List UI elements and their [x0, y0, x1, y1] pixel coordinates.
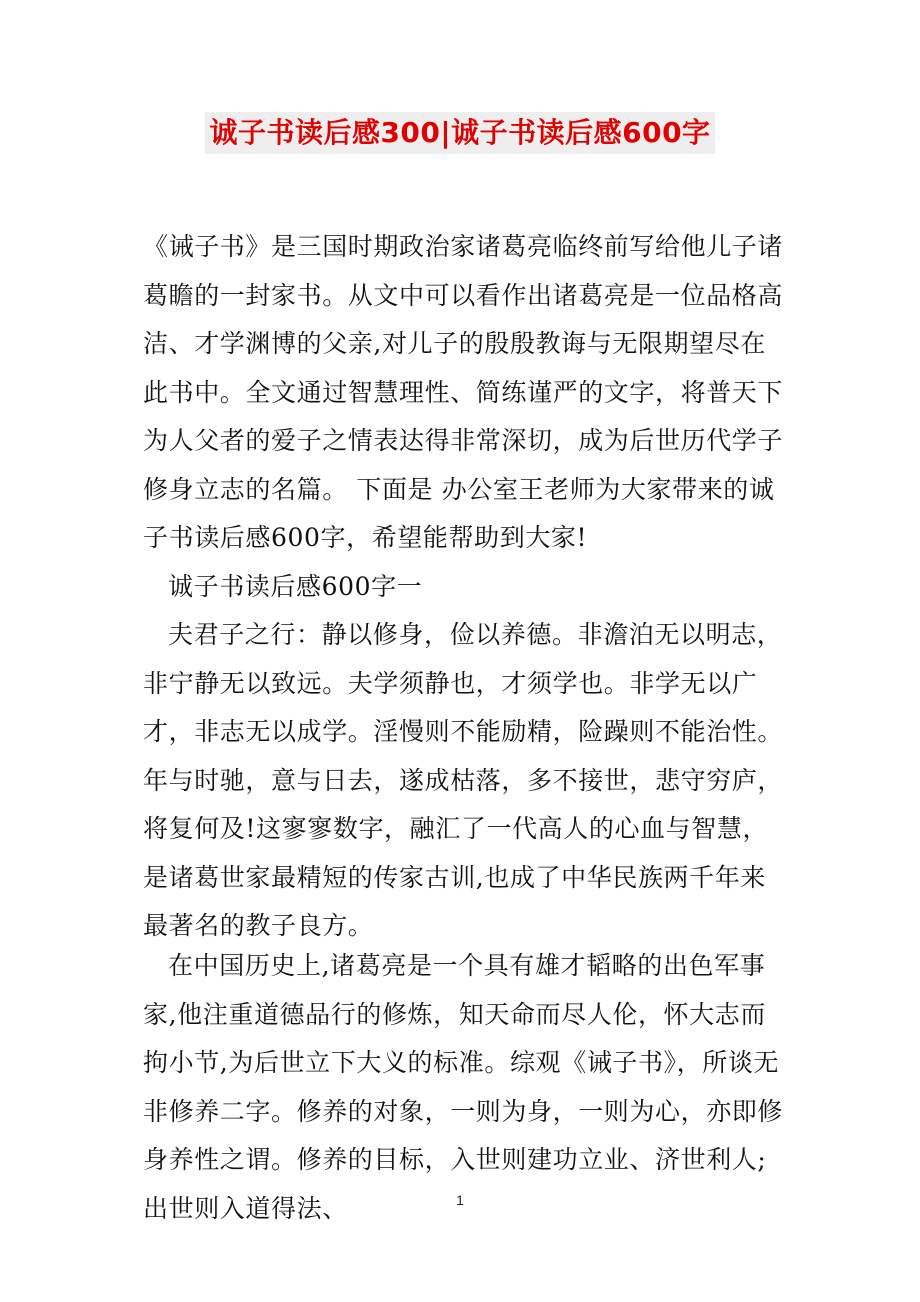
- page-number: 1: [456, 1192, 464, 1208]
- paragraph-history: 在中国历史上,诸葛亮是一个具有雄才韬略的出色军事家,他注重道德品行的修炼，知天命而尽人伦，怀大志而拘小节,为后世立下大义的标准。综观《诫子书》，所谈无非修养二字。修养的对象，一则为身，一则为心，亦即修身养性之谓。修养的目标，入世则建功立业、济世利人;出世则入道得法、: [143, 951, 784, 1223]
- paragraph-quote: 夫君子之行：静以修身，俭以养德。非澹泊无以明志，非宁静无以致远。夫学须静也，才须学也。非学无以广才，非志无以成学。淫慢则不能励精，险躁则不能治性。年与时驰，意与日去，遂成枯落，多不接世，悲守穷庐，将复何及!这寥寥数字，融汇了一代高人的心血与智慧，是诸葛世家最精短的传家古训,也成了中华民族两千年来最著名的教子良方。: [143, 620, 784, 940]
- title-container: [0, 112, 920, 154]
- document-title: 诚子书读后感300|诚子书读后感600字: [205, 112, 714, 154]
- section-heading: 诚子书读后感600字一: [168, 571, 423, 601]
- body-block-2: [143, 942, 783, 1233]
- paragraph-intro: 《诫子书》是三国时期政治家诸葛亮临终前写给他儿子诸葛瞻的一封家书。从文中可以看作出诸葛亮是一位品格高洁、才学渊博的父亲,对儿子的殷殷教诲与无限期望尽在此书中。全文通过智慧理性、简练谨严的文字，将普天下为人父者的爱子之情表达得非常深切，成为后世历代学子修身立志的名篇。 下面是 办公室王老师为大家带来的诚子书读后感600字，希望能帮助到大家!: [143, 232, 784, 552]
- body-block-1: [143, 223, 783, 951]
